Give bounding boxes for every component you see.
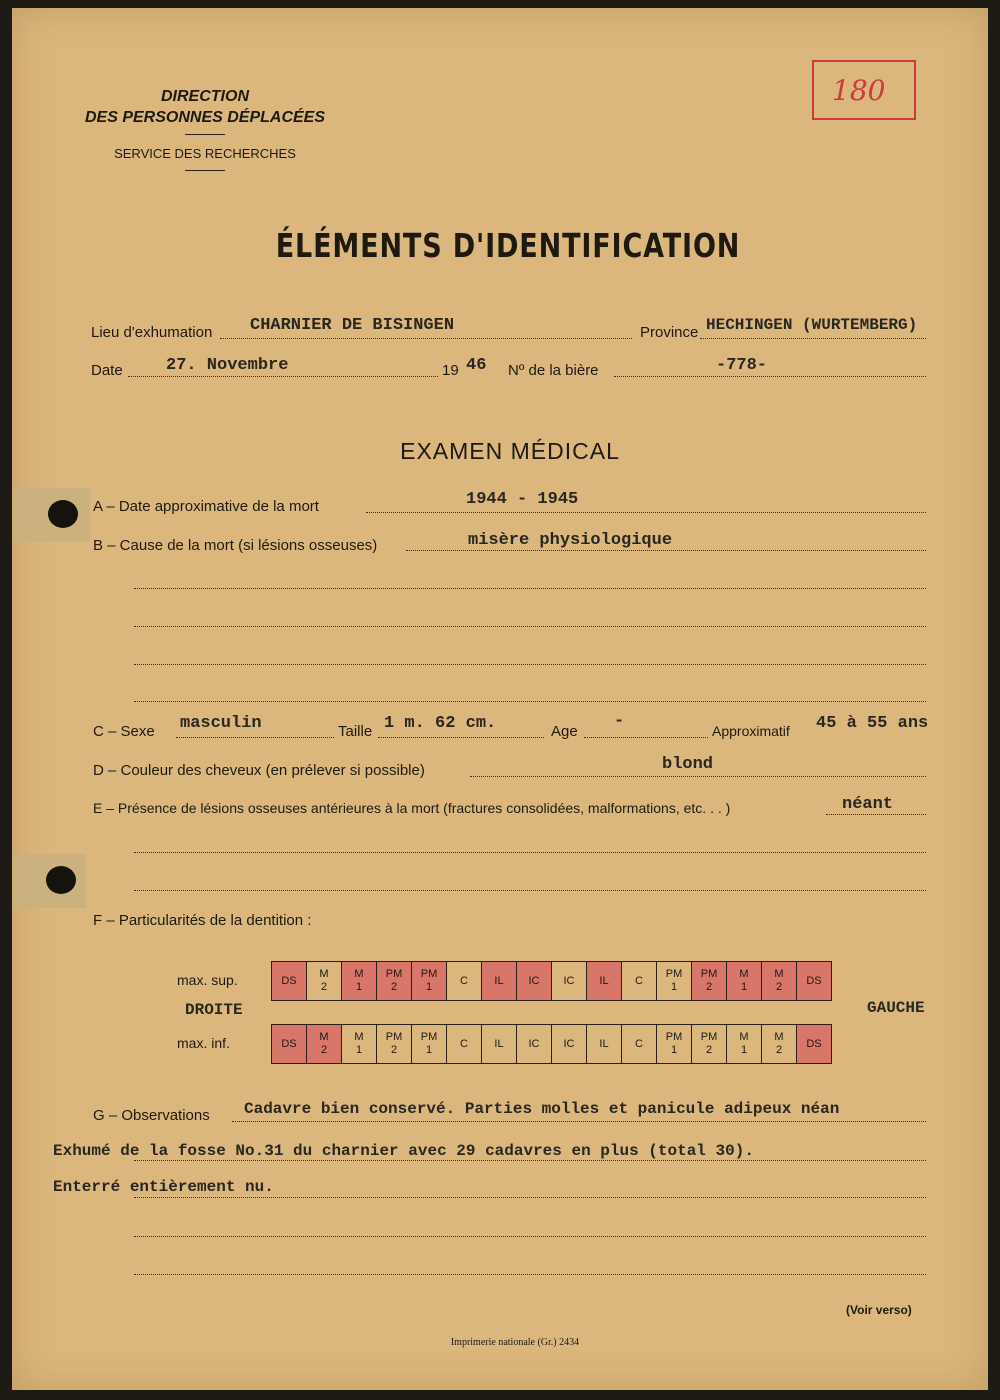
org-line-1: DIRECTION (161, 88, 249, 105)
observations-line-3: Enterré entièrement nu. (53, 1178, 274, 1196)
lieu-label: Lieu d'exhumation (91, 324, 213, 341)
lieu-value: CHARNIER DE BISINGEN (250, 316, 455, 335)
tooth-number: 1 (740, 981, 748, 993)
lower-tooth-cell (552, 1025, 587, 1064)
upper-tooth-cell (587, 962, 622, 1001)
max-sup-label: max. sup. (177, 972, 238, 988)
tooth-number: 1 (670, 981, 678, 993)
lesions-value: néant (842, 795, 894, 814)
lower-tooth-cell (482, 1025, 517, 1064)
year-suffix: 46 (466, 356, 487, 375)
record-number-stamp (812, 60, 916, 120)
upper-tooth-cell (797, 962, 832, 1001)
tooth-code: M (739, 1031, 749, 1043)
date-mort-label: A – Date approximative de la mort (93, 498, 319, 515)
age-value: - (614, 712, 625, 731)
printer-imprint: Imprimerie nationale (Gr.) 2434 (450, 1337, 580, 1348)
tooth-number: 2 (320, 981, 328, 993)
lower-tooth-cell (657, 1025, 692, 1064)
tooth-number: 2 (390, 1044, 398, 1056)
lower-tooth-cell (377, 1025, 412, 1064)
lower-teeth-chart (271, 1024, 832, 1064)
upper-tooth-cell (622, 962, 657, 1001)
service-name: SERVICE DES RECHERCHES (114, 146, 296, 161)
observations-line-2-dots (134, 1160, 926, 1161)
date-value: 27. Novembre (166, 356, 289, 375)
blank-line-3 (134, 664, 926, 665)
lower-tooth-cell (272, 1025, 307, 1064)
cause-mort-dotted-line (406, 550, 926, 551)
header-rule-2 (185, 170, 225, 171)
tooth-code: M (354, 1031, 364, 1043)
tooth-code: C (460, 974, 468, 987)
age-dotted-line (584, 737, 708, 738)
tooth-code: PM (420, 1031, 438, 1043)
sexe-value: masculin (180, 714, 262, 733)
year-prefix: 19 (442, 362, 459, 379)
tooth-code: DS (806, 974, 822, 987)
lower-tooth-cell (412, 1025, 447, 1064)
upper-teeth-chart (271, 961, 832, 1001)
tooth-code: M (319, 968, 329, 980)
upper-tooth-cell (342, 962, 377, 1001)
blank-line-1 (134, 588, 926, 589)
tooth-number: 1 (425, 1044, 433, 1056)
tooth-number: 1 (425, 981, 433, 993)
upper-tooth-cell (307, 962, 342, 1001)
tooth-code: PM (420, 968, 438, 980)
tooth-code: M (354, 968, 364, 980)
tooth-number: 2 (775, 981, 783, 993)
blank-line-8 (134, 1274, 926, 1275)
upper-tooth-cell (517, 962, 552, 1001)
tooth-code: PM (700, 1031, 718, 1043)
lesions-label: E – Présence de lésions osseuses antérieures à la mort (fractures consolidées, malformations, etc. . . ) (93, 800, 731, 816)
tooth-code: IL (494, 974, 504, 987)
tooth-number: 2 (390, 981, 398, 993)
taille-dotted-line (378, 737, 544, 738)
lower-tooth-cell (587, 1025, 622, 1064)
tooth-code: PM (385, 968, 403, 980)
tooth-code: PM (665, 1031, 683, 1043)
date-dotted-line (128, 376, 438, 377)
upper-tooth-cell (377, 962, 412, 1001)
province-label: Province (640, 324, 699, 341)
upper-row (272, 962, 832, 1001)
lower-tooth-cell (342, 1025, 377, 1064)
upper-tooth-cell (272, 962, 307, 1001)
blank-line-4 (134, 701, 926, 702)
exam-title: EXAMEN MÉDICAL (400, 438, 620, 464)
tooth-code: IC (528, 974, 540, 987)
tooth-number: 1 (355, 981, 363, 993)
observations-dotted-line (232, 1121, 926, 1122)
upper-tooth-cell (762, 962, 797, 1001)
upper-tooth-cell (727, 962, 762, 1001)
tooth-code: PM (385, 1031, 403, 1043)
gauche-label: GAUCHE (867, 999, 925, 1017)
lower-tooth-cell (622, 1025, 657, 1064)
voir-verso: (Voir verso) (846, 1303, 912, 1317)
observations-line-2: Exhumé de la fosse No.31 du charnier avec 29 cadavres en plus (total 30). (53, 1142, 754, 1160)
observations-line-1: Cadavre bien conservé. Parties molles et panicule adipeux néan (244, 1100, 840, 1118)
lower-tooth-cell (692, 1025, 727, 1064)
droite-label: DROITE (185, 1001, 243, 1019)
taille-value: 1 m. 62 cm. (384, 714, 497, 733)
blank-line-5 (134, 852, 926, 853)
page-title: ÉLÉMENTS D'IDENTIFICATION (275, 226, 741, 265)
tooth-code: M (739, 968, 749, 980)
upper-tooth-cell (412, 962, 447, 1001)
sexe-dotted-line (176, 737, 334, 738)
tooth-code: M (774, 968, 784, 980)
upper-tooth-cell (657, 962, 692, 1001)
dentition-label: F – Particularités de la dentition : (93, 912, 312, 929)
tooth-number: 2 (775, 1044, 783, 1056)
tooth-number: 2 (705, 1044, 713, 1056)
cheveux-label: D – Couleur des cheveux (en prélever si possible) (93, 762, 425, 779)
org-header (80, 86, 330, 128)
max-inf-label: max. inf. (177, 1035, 230, 1051)
date-label: Date (91, 362, 123, 379)
province-dotted-line (700, 338, 926, 339)
tooth-code: IC (528, 1037, 540, 1050)
lower-tooth-cell (307, 1025, 342, 1064)
date-mort-dotted-line (366, 512, 926, 513)
cause-mort-value: misère physiologique (468, 531, 673, 550)
tooth-code: M (319, 1031, 329, 1043)
province-value: HECHINGEN (WURTEMBERG) (706, 316, 918, 334)
punch-hole-top (48, 500, 78, 528)
tooth-number: 1 (740, 1044, 748, 1056)
biere-value: -778- (716, 356, 768, 375)
tooth-code: PM (700, 968, 718, 980)
upper-tooth-cell (482, 962, 517, 1001)
tooth-code: IL (599, 974, 609, 987)
lower-row (272, 1025, 832, 1064)
tooth-code: IL (494, 1037, 504, 1050)
lower-tooth-cell (727, 1025, 762, 1064)
age-label: Age (551, 723, 578, 740)
upper-tooth-cell (552, 962, 587, 1001)
lower-tooth-cell (447, 1025, 482, 1064)
tooth-number: 1 (670, 1044, 678, 1056)
tooth-code: DS (806, 1037, 822, 1050)
observations-line-3-dots (134, 1197, 926, 1198)
observations-label: G – Observations (93, 1107, 210, 1124)
blank-line-7 (134, 1236, 926, 1237)
tooth-code: DS (281, 974, 297, 987)
approximatif-label: Approximatif (712, 723, 790, 739)
lieu-dotted-line (220, 338, 632, 339)
tooth-code: C (460, 1037, 468, 1050)
tooth-number: 2 (320, 1044, 328, 1056)
sexe-label: C – Sexe (93, 723, 155, 740)
tooth-code: C (635, 1037, 643, 1050)
stamp-number: 180 (832, 74, 886, 107)
cheveux-value: blond (662, 755, 714, 774)
lesions-dotted-line (826, 814, 926, 815)
lower-tooth-cell (762, 1025, 797, 1064)
upper-tooth-cell (447, 962, 482, 1001)
tooth-code: IC (563, 974, 575, 987)
tooth-code: IC (563, 1037, 575, 1050)
cheveux-dotted-line (470, 776, 926, 777)
biere-dotted-line (614, 376, 926, 377)
approximatif-value: 45 à 55 ans (816, 714, 929, 733)
date-mort-value: 1944 - 1945 (466, 490, 579, 509)
tooth-number: 1 (355, 1044, 363, 1056)
tooth-code: M (774, 1031, 784, 1043)
tooth-number: 2 (705, 981, 713, 993)
header-rule-1 (185, 134, 225, 135)
tooth-code: C (635, 974, 643, 987)
taille-label: Taille (338, 723, 373, 740)
lower-tooth-cell (797, 1025, 832, 1064)
blank-line-6 (134, 890, 926, 891)
biere-label: Nº de la bière (508, 362, 599, 379)
tooth-code: DS (281, 1037, 297, 1050)
blank-line-2 (134, 626, 926, 627)
punch-hole-bottom (46, 866, 76, 894)
upper-tooth-cell (692, 962, 727, 1001)
tooth-code: IL (599, 1037, 609, 1050)
org-line-2: DES PERSONNES DÉPLACÉES (84, 109, 326, 126)
cause-mort-label: B – Cause de la mort (si lésions osseuses) (93, 537, 378, 554)
tooth-code: PM (665, 968, 683, 980)
lower-tooth-cell (517, 1025, 552, 1064)
